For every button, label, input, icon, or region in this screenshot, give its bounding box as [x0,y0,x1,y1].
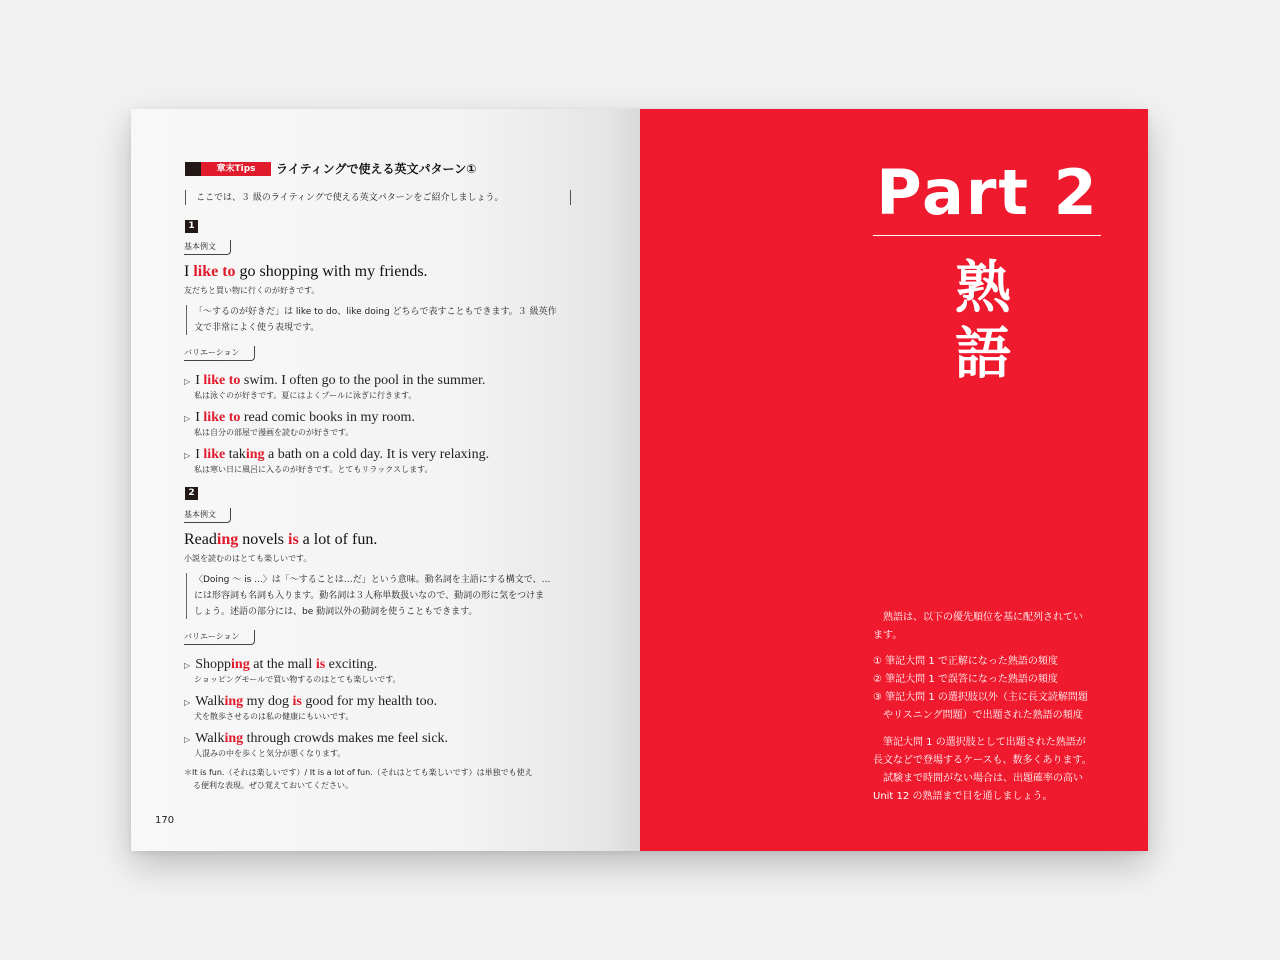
triangle-bullet-icon: ▷ [184,414,191,423]
variation-label: バリエーション [184,630,255,645]
basic-sentence: I like to go shopping with my friends. [184,263,428,280]
intro-text: ここでは、３ 級のライティングで使える英文パターンをご紹介しましょう。 [196,193,504,203]
section-number: 2 [185,487,198,500]
basic-translation: 小説を読むのはとても楽しいです。 [184,554,312,563]
closing-text: 筆記大問 1 の選択肢として出題された熟語が 長文などで登場するケースも、数多くあります。 試験まで時間がない場合は、出題確率の高い Unit 12 の熟語まで目を通しましょう。 [873,737,1092,802]
part-title: Part 2 [876,156,1099,229]
title-rule [873,235,1101,236]
header-marker [185,162,201,176]
triangle-bullet-icon: ▷ [184,698,191,707]
variation-item: ▷ Shopping at the mall is exciting. ショッピングモールで買い物するのはとても楽しいです。 [184,657,401,684]
basic-translation: 友だちと買い物に行くのが好きです。 [184,286,320,295]
basic-example-label: 基本例文 [184,240,231,255]
intro-bracket-left [185,190,186,205]
kanji-heading: 語 [955,322,1011,387]
triangle-bullet-icon: ▷ [184,451,191,460]
variation-item: ▷ Walking my dog is good for my health too. 犬を散歩させるのは私の健康にもいいです。 [184,694,438,721]
variation-item: ▷ Walking through crowds makes me feel sick. 人混みの中を歩くと気分が悪くなります。 [184,731,449,758]
right-page [640,109,1148,851]
variation-item: ▷ I like taking a bath on a cold day. It is very relaxing. 私は寒い日に風呂に入るのが好きです。とてもリラックスします。 [184,447,490,474]
left-page [131,109,640,851]
priority-list: ① 筆記大問 1 で正解になった熟語の頻度 ② 筆記大問 1 で誤答になった熟語の頻度 ③ 筆記大問 1 の選択肢以外（主に長文読解問題 やリスニング問題）で出題された熟語の頻度 [873,656,1088,721]
basic-sentence: Reading novels is a lot of fun. [184,531,378,548]
tips-title: ライティングで使える英文パターン① [276,162,477,176]
book-spread [131,109,1148,851]
description: 熟語は、以下の優先順位を基に配列されてい ます。 [873,612,1083,641]
grammar-note: 〈Doing ～ is ...〉は「～することは…だ」という意味。動名詞を主語にする構文で、… には形容詞も名詞も入ります。動名詞は３人称単数扱いなので、動詞の形に気をつけま しょう。述語の部分には、be 動詞以外の動詞を使うこともできます。 [194,575,551,617]
triangle-bullet-icon: ▷ [184,735,191,744]
kanji-heading: 熟 [955,256,1011,321]
page-number: 170 [155,815,175,826]
grammar-note: 「～するのが好きだ」は like to do、like doing どちらで表すこともできます。３ 級英作 文で非常によく使う表現です。 [194,307,557,333]
section-number: 1 [185,220,198,233]
tips-badge: 章末Tips [201,162,271,176]
variation-item: ▷ I like to read comic books in my room. 私は自分の部屋で漫画を読むのが好きです。 [184,410,415,437]
intro-bracket-right [570,190,571,205]
basic-example-label: 基本例文 [184,508,231,523]
triangle-bullet-icon: ▷ [184,377,191,386]
variation-label: バリエーション [184,346,255,361]
footnote: ＊It is fun.（それは楽しいです）/ It is a lot of fun.（それはとても楽しいです）は単独でも使え る便利な表現。ぜひ覚えておいてください。 [184,768,533,790]
note-bracket [186,305,187,335]
variation-item: ▷ I like to swim. I often go to the pool in the summer. 私は泳ぐのが好きです。夏にはよくプールに泳ぎに行きます。 [184,373,486,400]
note-bracket [186,573,187,619]
triangle-bullet-icon: ▷ [184,661,191,670]
